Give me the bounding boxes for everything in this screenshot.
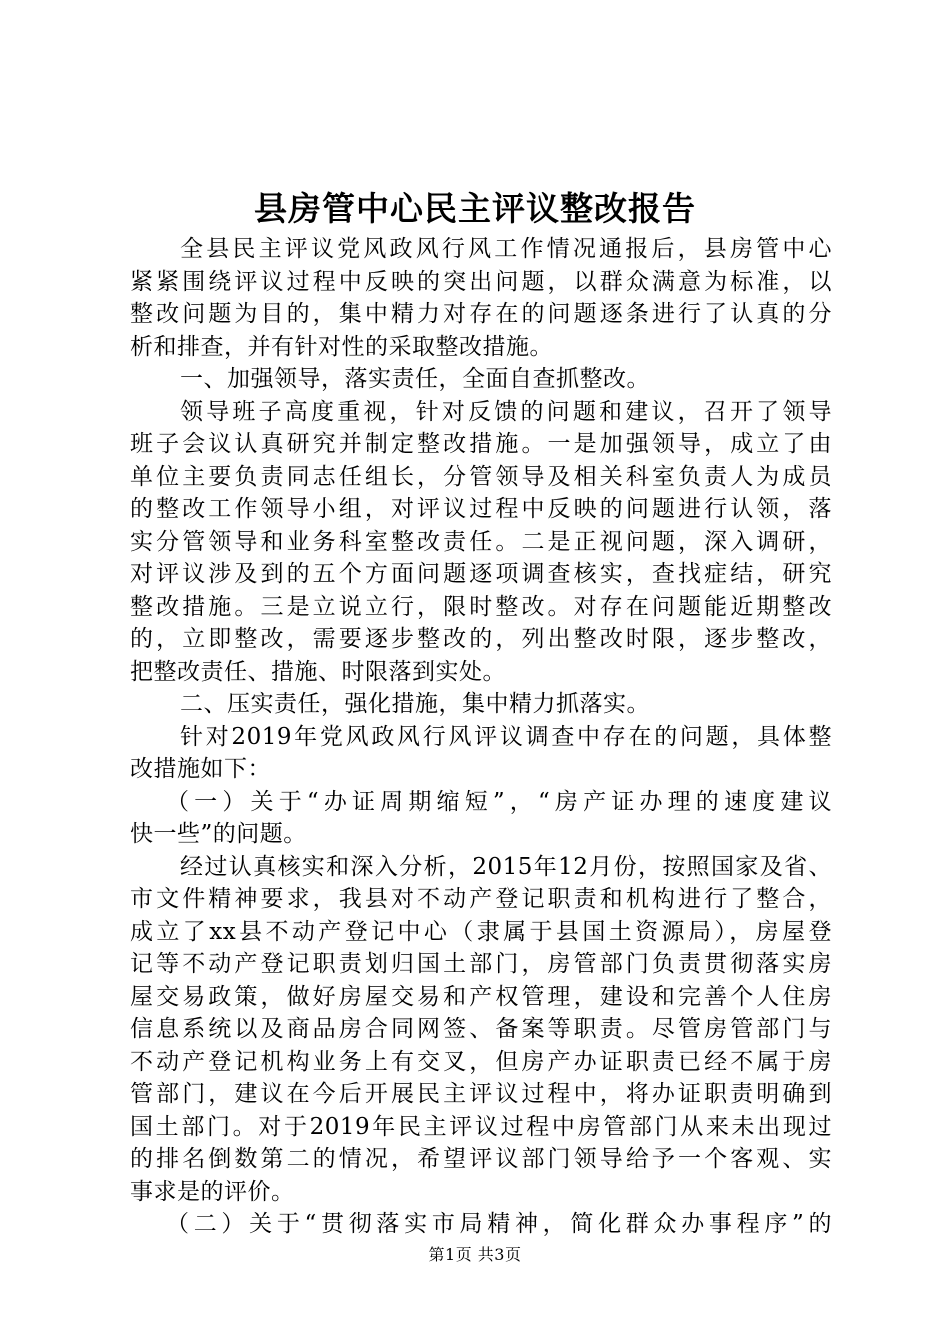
subsection-heading: （一）关于“办证周期缩短”，“房产证办理的速度建议 xyxy=(166,788,832,815)
text-line: 不动产登记机构业务上有交叉，但房产办证职责已经不属于房 xyxy=(130,1048,832,1075)
text-line: 的，立即整改，需要逐步整改的，列出整改时限，逐步整改， xyxy=(130,626,832,652)
text-line: 管部门，建议在今后开展民主评议过程中，将办证职责明确到 xyxy=(130,1081,832,1107)
text-line: 整改措施。三是立说立行，限时整改。对存在问题能近期整改 xyxy=(130,593,832,620)
text-line: 析和排查，并有针对性的采取整改措施。 xyxy=(130,333,553,360)
text-line: 针对2019年党风政风行风评议调查中存在的问题，具体整 xyxy=(180,723,832,750)
page-footer: 第1页 共3页 xyxy=(428,1245,522,1264)
text-line: 全县民主评议党风政风行风工作情况通报后，县房管中心 xyxy=(180,236,832,262)
text-line: 的排名倒数第二的情况，希望评议部门领导给予一个客观、实 xyxy=(130,1146,832,1172)
text-line: 的整改工作领导小组，对评议过程中反映的问题进行认领，落 xyxy=(130,496,832,522)
text-line: 国土部门。对于2019年民主评议过程中房管部门从来未出现过 xyxy=(130,1113,832,1140)
text-line: 对评议涉及到的五个方面问题逐项调查核实，查找症结，研究 xyxy=(130,561,832,587)
text-line: 记等不动产登记职责划归国土部门，房管部门负责贯彻落实房 xyxy=(130,951,832,977)
text-line: 事求是的评价。 xyxy=(130,1178,295,1205)
text-line: 信息系统以及商品房合同网签、备案等职责。尽管房管部门与 xyxy=(130,1016,832,1042)
text-line: 把整改责任、措施、时限落到实处。 xyxy=(130,658,506,685)
text-line: 整改问题为目的，集中精力对存在的问题逐条进行了认真的分 xyxy=(130,301,832,327)
section-heading: 二、压实责任，强化措施，集中精力抓落实。 xyxy=(180,691,650,717)
text-line: 紧紧围绕评议过程中反映的突出问题，以群众满意为标准，以 xyxy=(130,268,832,295)
text-line: 经过认真核实和深入分析，2015年12月份，按照国家及省、 xyxy=(180,853,832,880)
text-line: 领导班子高度重视，针对反馈的问题和建议，召开了领导 xyxy=(180,398,832,425)
text-line: 单位主要负责同志任组长，分管领导及相关科室负责人为成员 xyxy=(130,463,832,490)
text-line: 班子会议认真研究并制定整改措施。一是加强领导，成立了由 xyxy=(130,431,832,457)
text-line: 实分管领导和业务科室整改责任。二是正视问题，深入调研， xyxy=(130,528,832,555)
text-line: 成立了xx县不动产登记中心（隶属于县国土资源局），房屋登 xyxy=(130,918,832,945)
text-line: 改措施如下： xyxy=(130,756,271,782)
page-title: 县房管中心民主评议整改报告 xyxy=(254,189,696,228)
text-line: 市文件精神要求，我县对不动产登记职责和机构进行了整合， xyxy=(130,886,832,912)
text-line: 屋交易政策，做好房屋交易和产权管理，建设和完善个人住房 xyxy=(130,983,832,1010)
subsection-heading: 快一些”的问题。 xyxy=(130,821,307,847)
document-body xyxy=(130,233,832,1241)
section-heading: 一、加强领导，落实责任，全面自查抓整改。 xyxy=(180,366,650,392)
subsection-heading: （二）关于“贯彻落实市局精神，简化群众办事程序”的 xyxy=(166,1211,832,1237)
